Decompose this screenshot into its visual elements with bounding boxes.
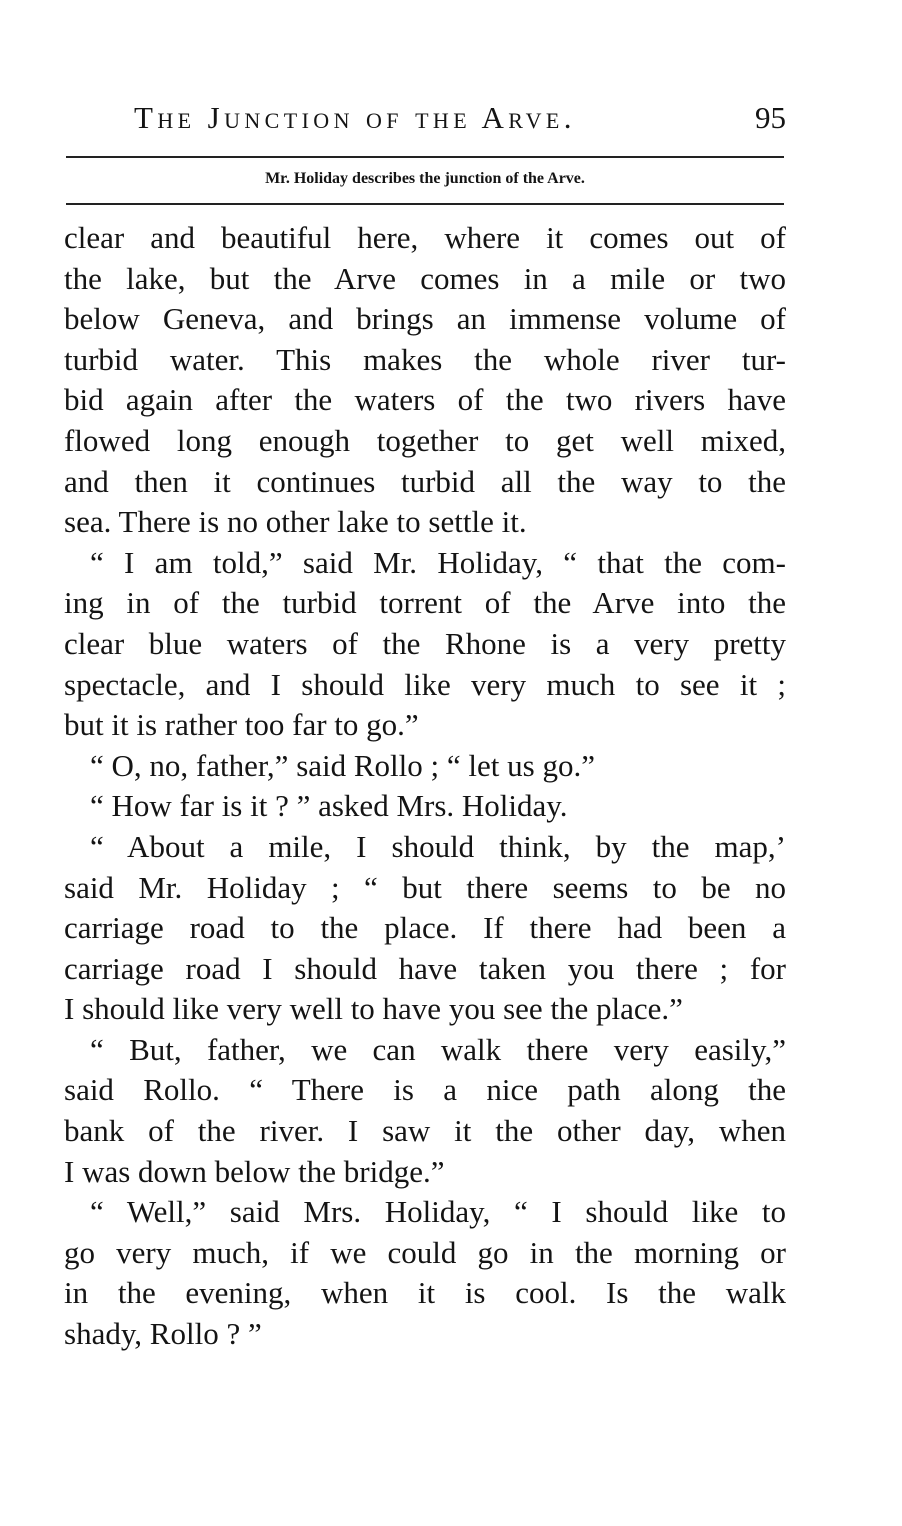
text-line: “ But, father, we can walk there very easily,” <box>90 1031 786 1067</box>
text-line: “ Well,” said Mrs. Holiday, “ I should like to <box>90 1194 786 1230</box>
text-line: bank of the river. I saw it the other day, when <box>64 1113 786 1149</box>
text-line: bid again after the waters of the two rivers have <box>64 382 786 418</box>
page-number: 95 <box>755 100 786 135</box>
text-line: clear and beautiful here, where it comes out of <box>64 220 786 255</box>
bottom-rule <box>66 203 784 205</box>
text-line: I should like very well to have you see the place.” <box>64 991 683 1027</box>
text-line: but it is rather too far to go.” <box>64 707 419 743</box>
text-line: I was down below the bridge.” <box>64 1153 445 1189</box>
text-line: ing in of the turbid torrent of the Arve into the <box>64 585 786 621</box>
body-text <box>64 218 786 1355</box>
text-line: shady, Rollo ? ” <box>64 1316 262 1352</box>
running-head <box>64 100 786 144</box>
text-line: in the evening, when it is cool. Is the walk <box>64 1275 786 1311</box>
text-line: and then it continues turbid all the way to the <box>64 463 786 499</box>
text-line: “ I am told,” said Mr. Holiday, “ that the com- <box>90 544 786 580</box>
running-head-title: The Junction of the Arve. <box>134 100 576 135</box>
text-line: the lake, but the Arve comes in a mile or two <box>64 260 786 296</box>
text-line: “ About a mile, I should think, by the map,’ <box>90 828 786 864</box>
text-line: turbid water. This makes the whole river tur- <box>64 341 786 377</box>
text-line: spectacle, and I should like very much to see it ; <box>64 666 786 702</box>
text-line: flowed long enough together to get well mixed, <box>64 422 786 458</box>
text-line: below Geneva, and brings an immense volume of <box>64 301 786 337</box>
text-line: “ How far is it ? ” asked Mrs. Holiday. <box>90 788 568 824</box>
text-line: “ O, no, father,” said Rollo ; “ let us go.” <box>90 747 595 783</box>
text-line: clear blue waters of the Rhone is a very pretty <box>64 625 786 661</box>
top-rule <box>66 156 784 158</box>
text-line: said Mr. Holiday ; “ but there seems to be no <box>64 869 786 905</box>
text-line: go very much, if we could go in the morning or <box>64 1234 786 1270</box>
text-line: carriage road I should have taken you there ; for <box>64 950 786 986</box>
text-line: said Rollo. “ There is a nice path along the <box>64 1072 786 1108</box>
text-line: sea. There is no other lake to settle it. <box>64 504 527 540</box>
chapter-subhead: Mr. Holiday describes the junction of the Arve. <box>265 170 585 187</box>
text-line: carriage road to the place. If there had been a <box>64 910 786 946</box>
